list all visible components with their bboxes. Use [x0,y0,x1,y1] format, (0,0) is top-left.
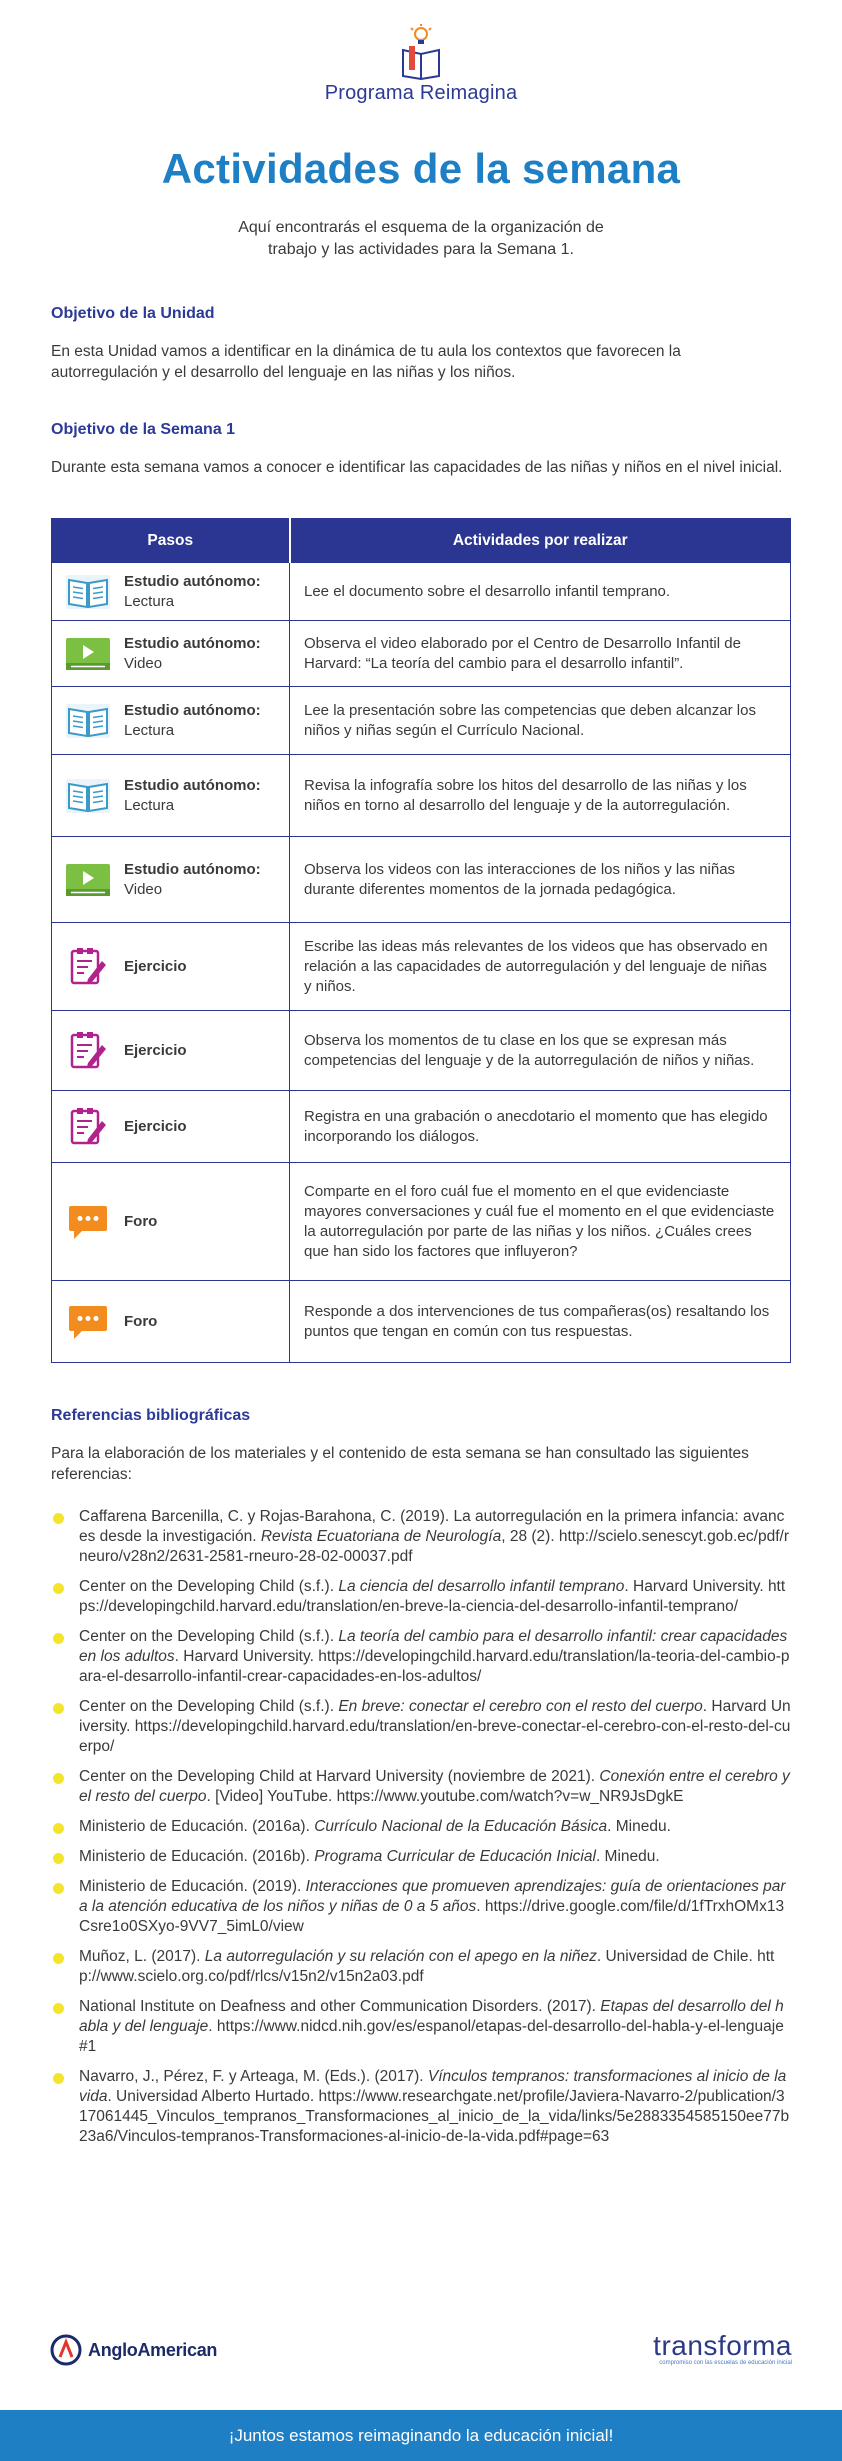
reference-item [51,1997,791,2057]
step-cell [52,837,290,923]
step-label [124,701,261,740]
step-content [64,1107,289,1147]
activity-cell: Lee el documento sobre el desarrollo infantil temprano. [290,563,791,621]
week-objective-title: Objetivo de la Semana 1 [51,421,236,438]
transforma-subtext: compromiso con las escuelas de educación inicial [659,2360,792,2366]
step-cell [52,1281,290,1363]
reference-item [51,1697,791,1757]
exercise-icon [64,1031,112,1071]
bullet-icon [53,1513,64,1524]
activities-body [52,563,791,1363]
transforma-text: transforma [653,2330,792,2361]
book-icon [64,701,112,741]
exercise-icon [64,947,112,987]
bullet-icon [53,2003,64,2014]
step-cell [52,1011,290,1091]
reference-title: Programa Curricular de Educación Inicial [314,1848,596,1865]
activity-cell: Escribe las ideas más relevantes de los videos que has observado en relación a las capacidades de autorregulación y del lenguaje de niñas y niños. [290,923,791,1011]
anglo-american-text: AngloAmerican [88,2339,218,2360]
page-subtitle [0,217,842,261]
footer-logos [0,2330,842,2390]
activity-cell: Registra en una grabación o anecdotario el momento que has elegido incorporando los diálogos. [290,1091,791,1163]
reference-item [51,2067,791,2147]
reference-item [51,1947,791,1987]
video-icon [64,860,112,900]
reference-item [51,1627,791,1687]
step-label-sub: Lectura [124,722,175,739]
reference-source: . Harvard University. https://developingchild.harvard.edu/translation/la-teoria-del-cambio-para-el-desarrollo-infantil-crear-capacidades-en-los-adultos/ [79,1648,790,1685]
step-cell [52,563,290,621]
reference-text: National Institute on Deafness and other Communication Disorders. (2017). [79,1998,601,2015]
step-content [64,1031,289,1071]
reference-item [51,1577,791,1617]
reference-text: Center on the Developing Child at Harvard University (noviembre de 2021). [79,1768,600,1785]
step-label-sub: Lectura [124,797,175,814]
reference-source: . Universidad Alberto Hurtado. https://www.researchgate.net/profile/Javiera-Navarro-2/publication/317061445_Vinculos_tempranos_Transformaciones_al_inicio_de_la_vida/links/5e2883354585150ee77b23a6/Vinculos-tempranos-Transformaciones-al-inicio-de-la-vida.pdf#page=63 [79,2088,790,2145]
step-label [124,860,261,899]
table-row [52,621,791,687]
video-icon [64,634,112,674]
reference-source: , 28 (2). http://scielo.senescyt.gob.ec/pdf/rneuro/v28n2/2631-2581-rneuro-28-02-00037.pdf [79,1528,789,1565]
reference-source: . [Video] YouTube. https://www.youtube.com/watch?v=w_NR9JsDgkE [206,1788,684,1805]
bullet-icon [53,2073,64,2084]
step-label-main: Foro [124,1312,158,1330]
step-cell [52,687,290,755]
step-label-sub: Video [124,881,163,898]
page-title: Actividades de la semana [161,145,681,192]
book-icon [64,572,112,612]
step-label-main: Foro [124,1212,158,1230]
reference-source: . Harvard University. https://developingchild.harvard.edu/translation/en-breve-la-ciencia-del-desarrollo-infantil-temprano/ [79,1578,786,1615]
bullet-icon [53,1823,64,1834]
step-content [64,701,289,741]
reference-item [51,1847,791,1867]
reference-source: . https://www.nidcd.nih.gov/es/espanol/etapas-del-desarrollo-del-habla-y-el-lenguaje#1 [79,2018,784,2055]
references-list [51,1507,791,2147]
step-label-main: Ejercicio [124,957,187,975]
references-intro: Para la elaboración de los materiales y el contenido de esta semana se han consultado las siguientes referencias: [51,1445,749,1483]
reference-text: Caffarena Barcenilla, C. y Rojas-Barahona, C. (2019). La autorregulación en la primera infancia: avances desde la investigación. [79,1508,785,1545]
activity-cell: Lee la presentación sobre las competencias que deben alcanzar los niños y niñas según el Currículo Nacional. [290,687,791,755]
references-section [0,1407,842,2147]
reference-title: La autorregulación y su relación con el apego en la niñez [204,1948,597,1965]
exercise-icon [64,1107,112,1147]
bullet-icon [53,1703,64,1714]
reference-source: . Minedu. [607,1818,671,1835]
table-row [52,1011,791,1091]
reference-text: Muñoz, L. (2017). [79,1948,205,1965]
table-row [52,837,791,923]
unit-objective-text: En esta Unidad vamos a identificar en la dinámica de tu aula los contextos que favorecen la autorregulación y el desarrollo del lenguaje en las niñas y los niños. [51,343,681,381]
step-label-main: Estudio autónomo: [124,702,261,719]
step-label-main: Estudio autónomo: [124,861,261,878]
reference-item [51,1877,791,1937]
bullet-icon [53,1583,64,1594]
table-row [52,1281,791,1363]
table-row [52,1163,791,1281]
step-content [64,860,289,900]
step-cell [52,1091,290,1163]
activity-cell: Observa los videos con las interacciones de los niños y las niñas durante diferentes momentos de la jornada pedagógica. [290,837,791,923]
bullet-icon [53,1883,64,1894]
reference-title: La ciencia del desarrollo infantil temprano [338,1578,625,1595]
bullet-icon [53,1953,64,1964]
table-row [52,687,791,755]
table-header-row [52,519,791,563]
step-label-main: Estudio autónomo: [124,777,261,794]
step-label [124,634,261,673]
step-label-main: Ejercicio [124,1117,187,1135]
step-label [124,776,261,815]
subtitle-line-1: Aquí encontrarás el esquema de la organización de [238,219,604,236]
step-label-main: Ejercicio [124,1041,187,1059]
activity-cell: Comparte en el foro cuál fue el momento en el que evidenciaste mayores conversaciones y cuál fue el momento en el que evidenciaste la autorregulación por parte de las niñas y los niños. ¿Cuáles crees que han sido los factores que influyeron? [290,1163,791,1281]
step-cell [52,621,290,687]
step-content [64,947,289,987]
step-label [124,1117,187,1137]
table-row [52,1091,791,1163]
step-label [124,957,187,977]
page-header [0,0,842,261]
table-row [52,923,791,1011]
reference-text: Navarro, J., Pérez, F. y Arteaga, M. (Eds.). (2017). [79,2068,428,2085]
reference-source: . Universidad de Chile. http://www.scielo.org.co/pdf/rlcs/v15n2/v15n2a03.pdf [79,1948,775,1985]
table-row [52,563,791,621]
activity-cell: Observa el video elaborado por el Centro de Desarrollo Infantil de Harvard: “La teoría del cambio para el desarrollo infantil”. [290,621,791,687]
subtitle-line-2: trabajo y las actividades para la Semana 1. [268,241,574,258]
step-cell [52,1163,290,1281]
step-label-sub: Video [124,655,163,672]
reference-item [51,1507,791,1567]
reference-title: Vínculos tempranos: transformaciones al inicio de la vida [79,2068,787,2105]
anglo-american-mark-icon [50,2334,82,2366]
table-row [52,755,791,837]
forum-icon [64,1302,112,1342]
step-label [124,1312,157,1332]
reference-source: . https://drive.google.com/file/d/1fTrxhOMx13Csre1o0SXyo-9VV7_5imL0/view [79,1898,785,1935]
bullet-icon [53,1633,64,1644]
reference-text: Ministerio de Educación. (2016a). [79,1818,315,1835]
reference-item [51,1817,791,1837]
activities-table [51,518,791,1363]
reference-source: . Minedu. [595,1848,660,1865]
activity-cell: Observa los momentos de tu clase en los que se expresan más competencias del lenguaje y de la autorregulación de niños y niñas. [290,1011,791,1091]
step-content [64,1302,289,1342]
reference-title: Interacciones que promueven aprendizajes: guía de orientaciones para la atención educativa de los niños y niñas de 0 a 5 años [79,1878,786,1915]
activity-cell: Revisa la infografía sobre los hitos del desarrollo de las niñas y los niños en torno al desarrollo del lenguaje y de la autorregulación. [290,755,791,837]
reference-text: Ministerio de Educación. (2019). [79,1878,306,1895]
book-icon [64,776,112,816]
step-label-main: Estudio autónomo: [124,635,261,652]
reference-text: Center on the Developing Child (s.f.). [79,1628,339,1645]
reference-item [51,1767,791,1807]
reference-title: Etapas del desarrollo del habla y del lenguaje [79,1998,784,2035]
step-label [124,1212,157,1232]
step-content [64,572,289,612]
step-cell [52,923,290,1011]
unit-objective-title: Objetivo de la Unidad [51,305,215,322]
reference-source: . Harvard University. https://developingchild.harvard.edu/translation/en-breve-conectar-el-cerebro-con-el-resto-del-cuerpo/ [79,1698,791,1755]
header-steps: Pasos [52,519,290,563]
step-content [64,1202,289,1242]
forum-icon [64,1202,112,1242]
reference-text: Center on the Developing Child (s.f.). [79,1698,339,1715]
reference-title: Revista Ecuatoriana de Neurología [260,1528,502,1545]
step-label [124,1041,187,1061]
reference-text: Center on the Developing Child (s.f.). [79,1578,339,1595]
step-label-main: Estudio autónomo: [124,573,261,590]
references-title: Referencias bibliográficas [51,1407,251,1424]
reference-text: Ministerio de Educación. (2016b). [79,1848,315,1865]
activity-cell: Responde a dos intervenciones de tus compañeras(os) resaltando los puntos que tengan en común con tus respuestas. [290,1281,791,1363]
step-cell [52,755,290,837]
reference-title: Conexión entre el cerebro y el resto del cuerpo [79,1768,790,1805]
step-content [64,776,289,816]
book-lightbulb-icon [397,24,445,80]
reference-title: En breve: conectar el cerebro con el resto del cuerpo [338,1698,703,1715]
step-label-sub: Lectura [124,593,175,610]
reference-title: La teoría del cambio para el desarrollo infantil: crear capacidades en los adultos [79,1628,788,1665]
unit-objective-section [0,305,842,478]
footer-banner: ¡Juntos estamos reimaginando la educación inicial! [0,2410,842,2461]
bullet-icon [53,1853,64,1864]
header-activities: Actividades por realizar [290,519,791,563]
reference-title: Currículo Nacional de la Educación Básica [314,1818,608,1835]
step-content [64,634,289,674]
week-objective-text: Durante esta semana vamos a conocer e identificar las capacidades de las niñas y niños en el nivel inicial. [51,459,783,476]
anglo-american-logo [50,2334,217,2366]
bullet-icon [53,1773,64,1784]
program-name: Programa Reimagina [324,82,518,104]
transforma-logo [653,2330,792,2366]
step-label [124,572,261,611]
